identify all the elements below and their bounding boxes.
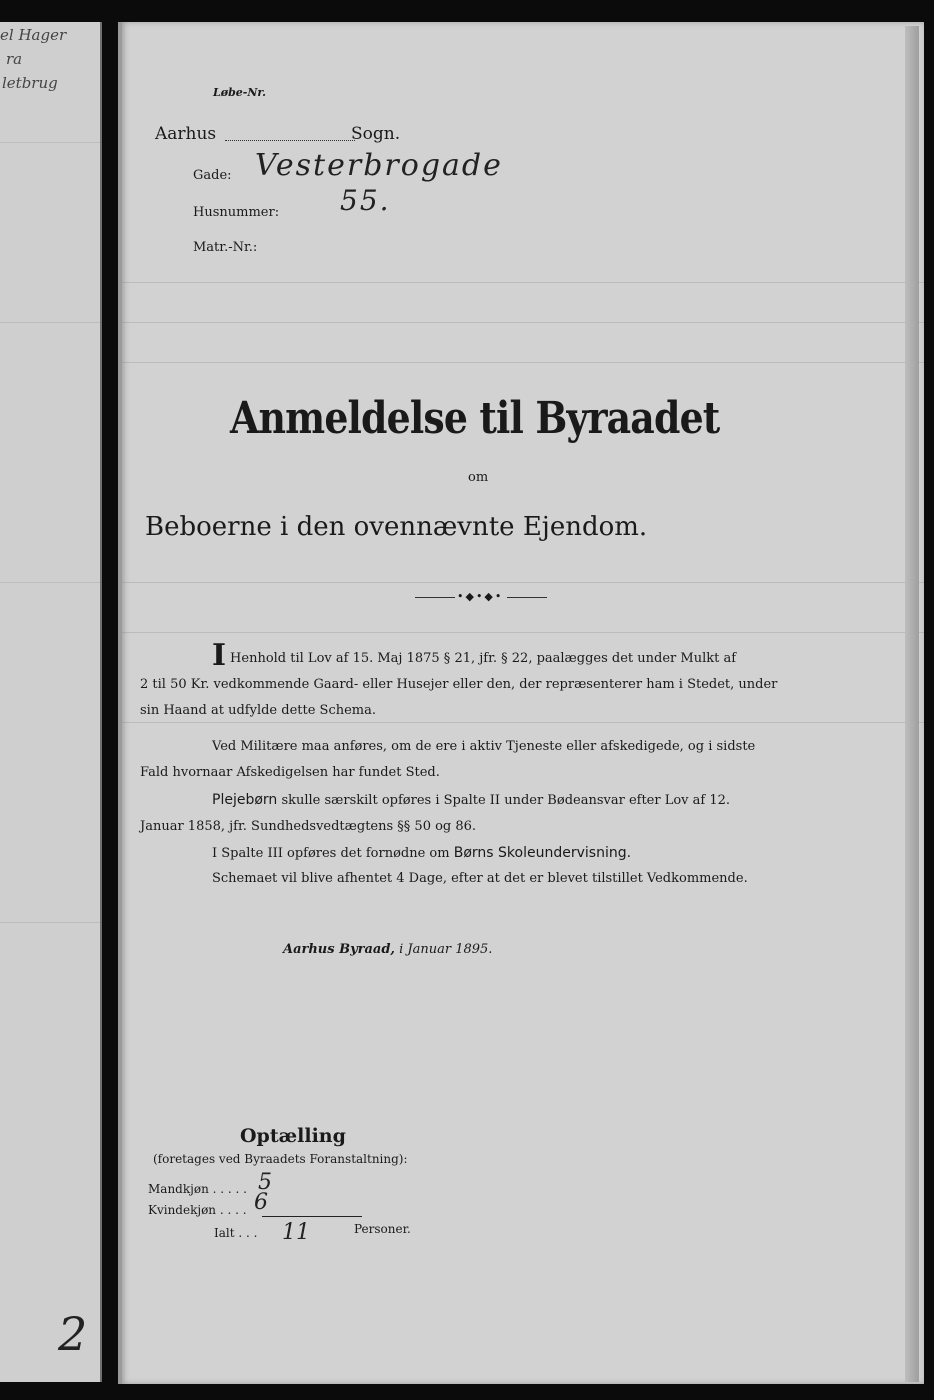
paragraph-foster-children: Plejebørn skulle særskilt opføres i Spalte II under Bødeansvar efter Lov af 12. Januar 1858, jfr. Sundhedsvedtægtens §§ 50 og 86.: [140, 792, 731, 834]
paragraph-military: Ved Militære maa anføres, om de ere i aktiv Tjeneste eller afskedigede, og i sidste Fald hvornaar Afskedigelsen har fundet Sted.: [140, 739, 756, 780]
page-title: Anmeldelse til Byraadet: [230, 393, 720, 444]
mandkjon-label: Mandkjøn . . . . .: [148, 1182, 247, 1196]
mandkjon-value: 5: [258, 1170, 272, 1195]
sogn-label: Sogn.: [351, 124, 401, 144]
left-facing-page: [0, 22, 102, 1382]
aarhus-label: Aarhus: [155, 124, 217, 144]
kvindekjon-label: Kvindekjøn . . . .: [148, 1203, 247, 1217]
paragraph-schooling: I Spalte III opføres det fornødne om Børns Skoleundervisning.: [212, 845, 632, 861]
lobe-nr-label: Løbe-Nr.: [213, 86, 266, 99]
ornamental-divider: •◆•◆•: [415, 597, 545, 599]
signature-place: Aarhus Byraad,: [283, 942, 395, 957]
paragraph-collection: Schemaet vil blive afhentet 4 Dage, efter at det er blevet tilstillet Vedkommende.: [212, 871, 748, 886]
page-subtitle: Beboerne i den ovennævnte Ejendom.: [145, 512, 648, 542]
drop-initial: I: [212, 638, 227, 673]
gade-value: Vesterbrogade: [255, 148, 503, 183]
left-page-scrawl: el Hager: [0, 26, 67, 44]
husnummer-value: 55.: [340, 184, 391, 217]
personer-label: Personer.: [354, 1222, 411, 1236]
ialt-value: 11: [282, 1220, 310, 1245]
kvindekjon-value: 6: [254, 1190, 268, 1215]
signature-line: [283, 942, 492, 957]
count-subtitle: (foretages ved Byraadets Foranstaltning):: [153, 1152, 408, 1166]
left-page-ink-mark: 2: [58, 1307, 88, 1361]
paragraph-law: I Henhold til Lov af 15. Maj 1875 § 21, jfr. § 22, paalægges det under Mulkt af 2 til 50 Kr. vedkommende Gaard- eller Husejer eller den, der repræsenterer ham i Stedet, under sin Haand at udfylde dette Schema.: [140, 638, 778, 718]
om-label: om: [468, 470, 489, 485]
page-edge: [905, 26, 919, 1382]
left-page-scrawl: ra: [6, 50, 23, 68]
left-page-scrawl: letbrug: [2, 74, 58, 92]
ialt-label: Ialt . . .: [214, 1226, 258, 1240]
signature-date: i Januar 1895.: [399, 942, 493, 957]
husnummer-label: Husnummer:: [193, 205, 280, 220]
plejeborn-emphasis: Plejebørn: [212, 792, 278, 808]
count-title: Optælling: [240, 1125, 346, 1147]
parish-dotted-line: [225, 140, 355, 141]
parish-row: [155, 124, 415, 148]
schooling-emphasis: Børns Skoleundervisning.: [453, 845, 632, 861]
matr-nr-label: Matr.-Nr.:: [193, 240, 258, 255]
sum-line: [262, 1216, 362, 1217]
gade-label: Gade:: [193, 168, 232, 183]
